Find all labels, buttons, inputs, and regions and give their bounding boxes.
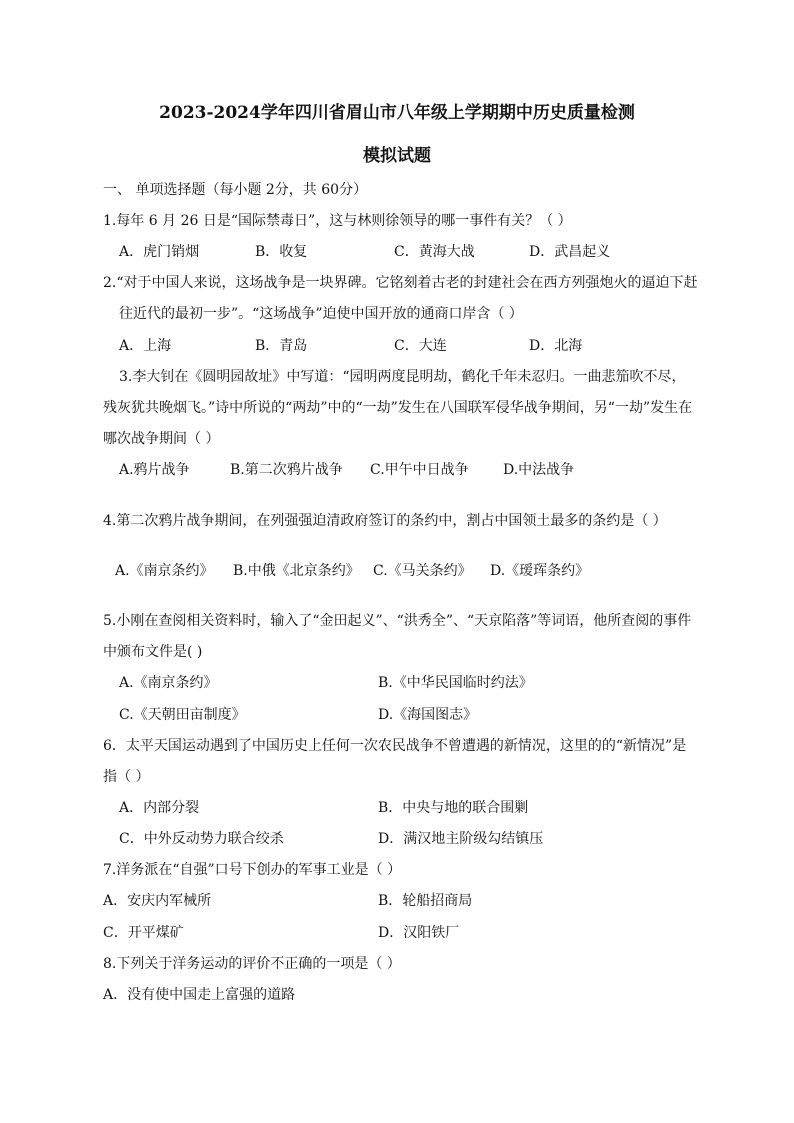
question-3-option-d: D.中法战争	[503, 462, 575, 478]
question-6-stem-line-1: 6．太平天国运动遇到了中国历史上任何一次农民战争不曾遭遇的新情况，这里的的“新情况”是	[103, 738, 687, 754]
question-6-option-a: A．内部分裂	[119, 800, 200, 816]
question-4-option-c: C.《马关条约》	[373, 563, 472, 579]
question-2-option-a: A．上海	[119, 338, 172, 354]
question-3-option-a: A.鸦片战争	[119, 462, 190, 478]
document-title-line-2: 模拟试题	[363, 146, 431, 166]
question-3-option-c: C.甲午中日战争	[370, 462, 469, 478]
question-4-stem: 4.第二次鸦片战争期间，在列强强迫清政府签订的条约中，割占中国领土最多的条约是（ ）	[103, 513, 667, 529]
question-3-stem-line-1: 3.李大钊在《圆明园故址》中写道：“园明两度昆明劫，鹤化千年未忍归。一曲悲笳吹不尽，	[119, 369, 686, 385]
question-4-option-d: D.《瑷珲条约》	[490, 563, 590, 579]
question-6-option-c: C．中外反动势力联合绞杀	[119, 831, 284, 847]
question-4-option-a: A.《南京条约》	[115, 563, 214, 579]
question-5-option-c: C.《天朝田亩制度》	[119, 707, 246, 723]
question-1-stem: 1.每年 6 月 26 日是“国际禁毒日”，这与林则徐领导的哪一事件有关？（ ）	[103, 213, 572, 229]
question-3-option-b: B.第二次鸦片战争	[230, 462, 343, 478]
question-6-stem-line-2: 指（ ）	[103, 769, 150, 785]
question-5-option-a: A.《南京条约》	[119, 675, 218, 691]
question-2-option-c: C．大连	[394, 338, 447, 354]
question-2-option-b: B．青岛	[255, 338, 308, 354]
question-5-option-d: D.《海国图志》	[378, 707, 478, 723]
question-6-option-b: B．中央与地的联合围剿	[378, 800, 529, 816]
question-3-stem-line-2: 残灰犹共晚烟飞。”诗中所说的“两劫”中的“一劫”发生在八国联军侵华战争期间，另“一劫”发生在	[103, 400, 693, 416]
question-3-stem-line-3: 哪次战争期间（ ）	[103, 431, 220, 447]
question-6-option-d: D．满汉地主阶级勾结镇压	[378, 831, 544, 847]
question-8-option-a: A．没有使中国走上富强的道路	[103, 987, 296, 1003]
question-7-option-a: A．安庆内军械所	[103, 893, 212, 909]
question-1-option-b: B．收复	[255, 244, 308, 260]
question-7-option-d: D．汉阳铁厂	[378, 925, 460, 941]
question-7-option-c: C．开平煤矿	[103, 925, 184, 941]
question-1-option-c: C．黄海大战	[394, 244, 475, 260]
section-heading: 一、 单项选择题（每小题 2分，共 60分）	[103, 182, 368, 198]
question-1-option-d: D．武昌起义	[529, 244, 611, 260]
question-8-stem: 8.下列关于洋务运动的评价不正确的一项是（ ）	[103, 956, 401, 972]
question-5-option-b: B.《中华民国临时约法》	[378, 675, 533, 691]
question-5-stem-line-2: 中颁布文件是( )	[103, 644, 203, 660]
question-2-stem-line-1: 2.“对于中国人来说，这场战争是一块界碑。它铭刻着古老的封建社会在西方列强炮火的逼迫下赶	[103, 275, 698, 291]
document-title-line-1: 2023-2024学年四川省眉山市八年级上学期期中历史质量检测	[159, 103, 635, 123]
question-4-option-b: B.中俄《北京条约》	[233, 563, 360, 579]
question-5-stem-line-1: 5.小刚在查阅相关资料时，输入了“金田起义”、“洪秀全”、“天京陷落”等词语，他所查阅的事件	[103, 613, 692, 629]
question-7-option-b: B．轮船招商局	[378, 893, 473, 909]
question-2-stem-line-2: 往近代的最初一步”。“这场战争”迫使中国开放的通商口岸含（ ）	[119, 306, 523, 322]
question-7-stem: 7.洋务派在“自强”口号下创办的军事工业是（ ）	[103, 862, 402, 878]
question-2-option-d: D．北海	[529, 338, 583, 354]
question-1-option-a: A．虎门销烟	[119, 244, 200, 260]
